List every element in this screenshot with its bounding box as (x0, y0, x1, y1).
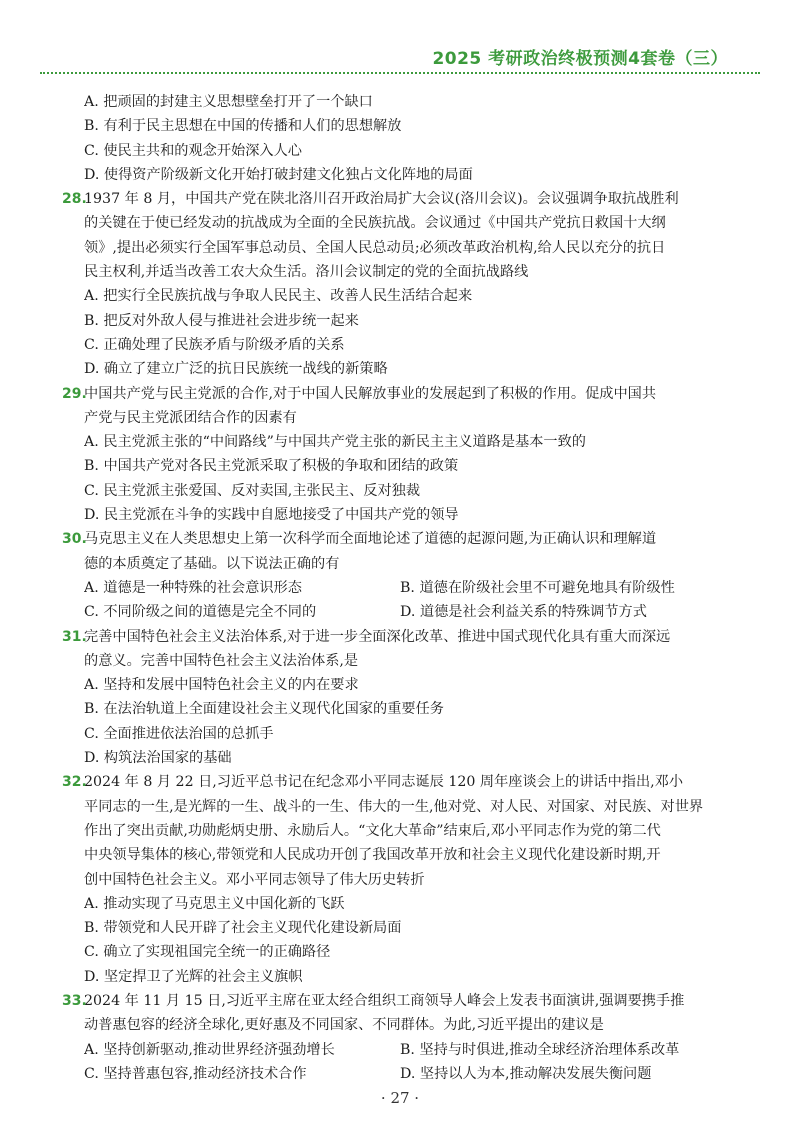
option: A. 把顽固的封建主义思想壁垒打开了一个缺口 (84, 94, 373, 110)
question-stem: 1937 年 8 月，中国共产党在陕北洛川召开政治局扩大会议(洛川会议)。会议强调争取抗战胜利 (84, 191, 679, 208)
option-row (84, 576, 724, 600)
option: B. 坚持与时俱进,推动全球经济治理体系改革 (400, 1041, 680, 1058)
question-stem: 动普惠包容的经济全球化,更好惠及不同国家、不同群体。为此,习近平提出的建议是 (84, 1017, 604, 1034)
question-stem: 产党与民主党派团结合作的因素有 (84, 409, 297, 426)
option: A. 推动实现了马克思主义中国化新的飞跃 (84, 895, 345, 912)
option: C. 民主党派主张爱国、反对卖国,主张民主、反对独裁 (84, 482, 421, 499)
question-number: 28. (62, 191, 87, 208)
question-stem: 领》,提出必须实行全国军事总动员、全国人民总动员;必须改革政治机构,给人民以充分的抗日 (84, 239, 666, 256)
question-number: 33. (62, 992, 87, 1009)
option-row (84, 600, 724, 624)
option: A. 坚持和发展中国特色社会主义的内在要求 (84, 677, 359, 694)
question-stem: 创中国特色社会主义。邓小平同志领导了伟大历史转折 (84, 871, 425, 888)
question-32 (62, 770, 724, 989)
question-stem: 完善中国特色社会主义法治体系,对于进一步全面深化改革、推进中国式现代化具有重大而深远 (84, 628, 671, 645)
option: B. 有利于民主思想在中国的传播和人们的思想解放 (84, 118, 402, 135)
option-row (84, 1038, 724, 1062)
q27-options (84, 90, 724, 187)
option-row (84, 1062, 724, 1086)
option: D. 坚定捍卫了光辉的社会主义旗帜 (84, 968, 303, 985)
question-stem: 德的本质奠定了基础。以下说法正确的有 (84, 555, 340, 572)
option: D. 坚持以人为本,推动解决发展失衡问题 (400, 1065, 652, 1082)
option: C. 确立了实现祖国完全统一的正确路径 (84, 944, 331, 961)
question-number: 32. (62, 774, 87, 791)
question-stem: 2024 年 8 月 22 日,习近平总书记在纪念邓小平同志诞辰 120 周年座谈会上的讲话中指出,邓小 (84, 774, 684, 791)
question-stem: 民主权利,并适当改善工农大众生活。洛川会议制定的党的全面抗战路线 (84, 264, 529, 281)
option: D. 民主党派在斗争的实践中自愿地接受了中国共产党的领导 (84, 507, 459, 524)
question-stem: 中国共产党与民主党派的合作,对于中国人民解放事业的发展起到了积极的作用。促成中国共 (84, 385, 657, 402)
question-28 (62, 187, 724, 381)
option: A. 民主党派主张的“中间路线”与中国共产党主张的新民主主义道路是基本一致的 (84, 434, 586, 451)
question-stem: 作出了突出贡献,功勋彪炳史册、永励后人。“文化大革命”结束后,邓小平同志作为党的第二代 (84, 822, 661, 839)
option: B. 中国共产党对各民主党派采取了积极的争取和团结的政策 (84, 458, 459, 475)
option: B. 在法治轨道上全面建设社会主义现代化国家的重要任务 (84, 701, 444, 718)
page-number: · 27 · (380, 1089, 420, 1107)
option: A. 道德是一种特殊的社会意识形态 (84, 579, 302, 596)
question-stem: 的意义。完善中国特色社会主义法治体系,是 (84, 652, 359, 669)
option: D. 道德是社会利益关系的特殊调节方式 (400, 604, 647, 621)
option: B. 把反对外敌人侵与推进社会进步统一起来 (84, 312, 359, 329)
option: D. 使得资产阶级新文化开始打破封建文化独占文化阵地的局面 (84, 166, 473, 183)
question-31 (62, 625, 724, 771)
option: C. 正确处理了民族矛盾与阶级矛盾的关系 (84, 336, 345, 353)
question-number: 30. (62, 531, 87, 548)
option: B. 道德在阶级社会里不可避免地具有阶级性 (400, 579, 675, 596)
question-29 (62, 382, 724, 528)
option: C. 不同阶级之间的道德是完全不同的 (84, 604, 317, 621)
option: B. 带领党和人民开辟了社会主义现代化建设新局面 (84, 920, 402, 937)
question-stem: 2024 年 11 月 15 日,习近平主席在亚太经合组织工商领导人峰会上发表书面演讲,强调要携手推 (84, 992, 685, 1009)
question-stem: 平同志的一生,是光辉的一生、战斗的一生、伟大的一生,他对党、对人民、对国家、对民族、对世界 (84, 798, 704, 815)
question-stem: 马克思主义在人类思想史上第一次科学而全面地论述了道德的起源问题,为正确认识和理解道 (84, 531, 657, 548)
option: C. 使民主共和的观念开始深入人心 (84, 142, 302, 159)
question-30 (62, 527, 724, 624)
option: D. 确立了建立广泛的抗日民族统一战线的新策略 (84, 361, 388, 378)
option: A. 把实行全民族抗战与争取人民民主、改善人民生活结合起来 (84, 288, 473, 305)
question-number: 31. (62, 628, 87, 645)
question-stem: 中央领导集体的核心,带领党和人民成功开创了我国改革开放和社会主义现代化建设新时期,开 (84, 847, 661, 864)
question-number: 29. (62, 385, 87, 402)
question-content (62, 90, 724, 1086)
book-title: 2025 考研政治终极预测4套卷（三） (432, 49, 728, 69)
header-divider (40, 72, 760, 74)
option: D. 构筑法治国家的基础 (84, 750, 232, 767)
page-header (0, 0, 800, 76)
question-33 (62, 989, 724, 1086)
option: C. 坚持普惠包容,推动经济技术合作 (84, 1065, 307, 1082)
option: C. 全面推进依法治国的总抓手 (84, 725, 274, 742)
option: A. 坚持创新驱动,推动世界经济强劲增长 (84, 1041, 335, 1058)
question-stem: 的关键在于使已经发动的抗战成为全面的全民族抗战。会议通过《中国共产党抗日救国十大纲 (84, 215, 666, 232)
